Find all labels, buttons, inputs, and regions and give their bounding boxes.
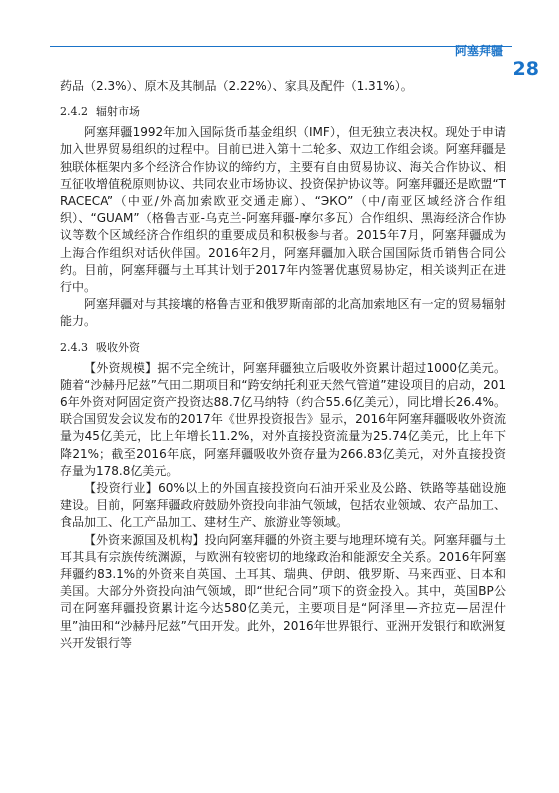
section-number: 2.4.2 bbox=[60, 105, 88, 119]
header-rule bbox=[50, 46, 512, 47]
paragraph-text: 据不完全统计，阿塞拜疆独立后吸收外资累计超过1000亿美元。随着“沙赫丹尼兹”气田二期项目和“跨安纳托利亚天然气管道”建设项目的启动，2016年外资对阿固定资产投资达88.7亿马纳特（约合55.6亿美元），同比增长26.4%。联合国贸发会议发布的2017年《世界投资报告》显示，2016年阿塞拜疆吸收外资流量为45亿美元，比上年增长11.2%，对外直接投资流量为25.74亿美元，比上年下降21%；截至2016年底，阿塞拜疆吸收外资存量为266.83亿美元，对外直接投资存量为178.8亿美元。 bbox=[60, 360, 506, 478]
paragraph-tag: 【外资来源国及机构】 bbox=[84, 532, 205, 547]
paragraph-text: 60%以上的外国直接投资向石油开采业及公路、铁路等基础设施建设。目前，阿塞拜疆政府鼓励外资投向非油气领域，包括农业领域、农产品加工、食品加工、化工产品加工、建材生产、旅游业等领域。 bbox=[60, 481, 506, 530]
paragraph-investment-sectors bbox=[60, 480, 506, 532]
section-heading-2-4-2 bbox=[60, 103, 506, 119]
section-title: 吸收外资 bbox=[96, 340, 140, 354]
lead-line: 药品（2.3%）、原木及其制品（2.22%）、家具及配件（1.31%）。 bbox=[60, 79, 413, 93]
paragraph: 阿塞拜疆对与其接壤的格鲁吉亚和俄罗斯南部的北高加索地区有一定的贸易辐射能力。 bbox=[60, 297, 506, 329]
section-number: 2.4.3 bbox=[60, 340, 88, 354]
paragraph-investment-sources bbox=[60, 532, 506, 652]
section-title: 辐射市场 bbox=[96, 105, 140, 119]
paragraph-tag: 【外资规模】 bbox=[84, 360, 158, 375]
section-heading-2-4-3 bbox=[60, 339, 506, 355]
page-content bbox=[60, 78, 506, 652]
paragraph-tag: 【投资行业】 bbox=[84, 481, 159, 496]
header-title: 阿塞拜疆 bbox=[454, 44, 503, 58]
paragraph: 阿塞拜疆1992年加入国际货币基金组织（IMF），但无独立表决权。现处于申请加入世界贸易组织的过程中。目前已进入第十二轮多、双边工作组会谈。阿塞拜疆是独联体框架内多个经济合作协议的缔约方，主要有自由贸易协议、海关合作协议、相互征收增值税原则协议、共同农业市场协议、投资保护协议等。阿塞拜疆还是欧盟“TRACECA”（中亚/外高加索欧亚交通走廊）、“ЭКО”（中/南亚区域经济合作组织）、“GUAM”（格鲁吉亚-乌克兰-阿塞拜疆-摩尔多瓦）合作组织、黑海经济合作协议等数个区域经济合作组织的重要成员和积极参与者。2015年7月，阿塞拜疆成为上海合作组织对话伙伴国。2016年2月，阿塞拜疆加入联合国国际货币销售合同公约。目前，阿塞拜疆与土耳其计划于2017年内签署优惠贸易协定，相关谈判正在进行中。 bbox=[60, 125, 506, 295]
paragraph-text: 投向阿塞拜疆的外资主要与地理环境有关。阿塞拜疆与土耳其具有宗族传统渊源，与欧洲有较密切的地缘政治和能源安全关系。2016年阿塞拜疆约83.1%的外资来自英国、土耳其、瑞典、伊朗、俄罗斯、马来西亚、日本和美国。大部分外资投向油气领域，即“世纪合同”项下的资金投入。其中，英国BP公司在阿塞拜疆投资累计迄今达580亿美元，主要项目是“阿泽里—齐拉克—居涅什里”油田和“沙赫丹尼兹”气田开发。此外，2016年世界银行、亚洲开发银行和欧洲复兴开发银行等 bbox=[60, 532, 506, 650]
page-number: 28 bbox=[512, 58, 539, 80]
paragraph-foreign-investment-scale bbox=[60, 360, 506, 480]
